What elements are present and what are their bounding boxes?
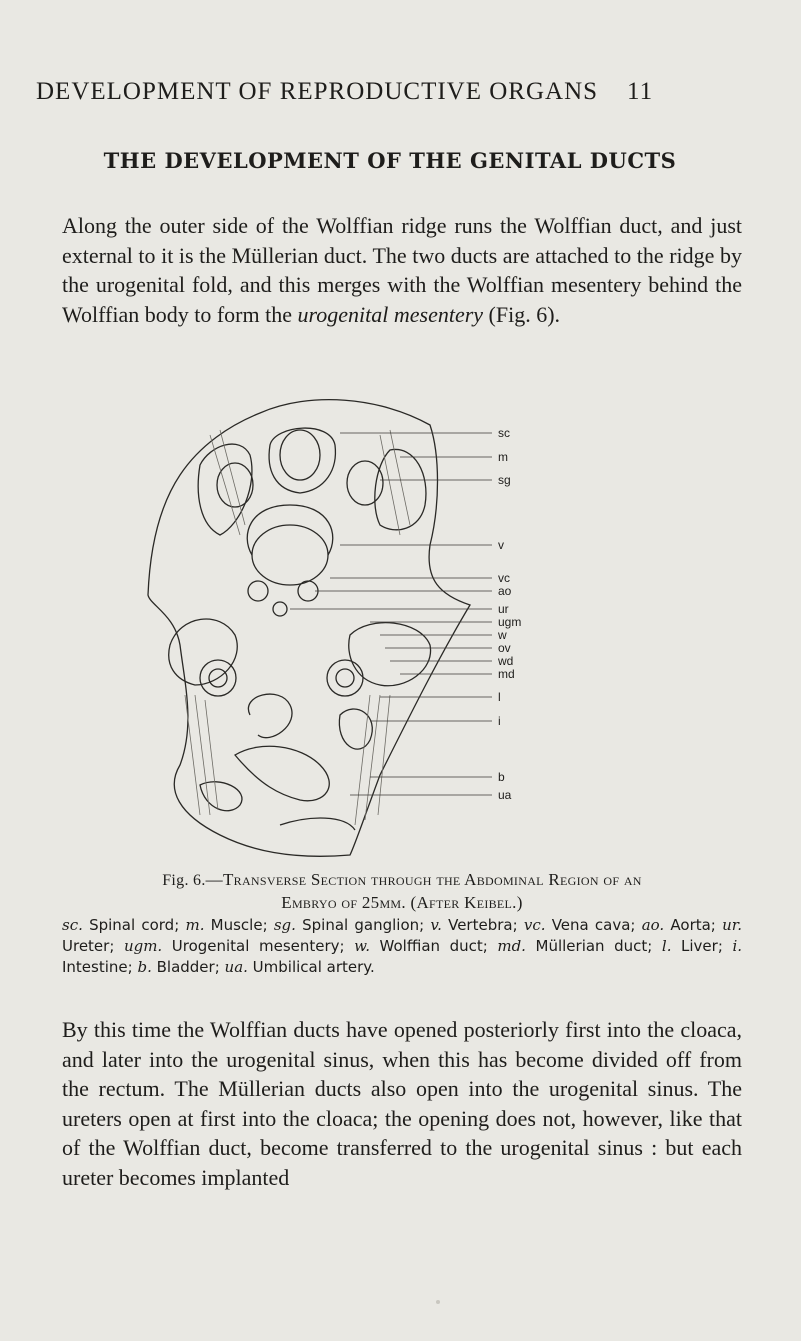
fig-label-md: md [498,667,515,681]
legend-text: Bladder; [151,958,225,976]
paragraph-1-text: Along the outer side of the Wolffian ridge runs the Wolffian duct, and just external to it is the Müllerian duct. The two ducts are attached to the ridge by the urogenital fold, and this merges with the Wolffian mesentery behind the Wolffian body to form the [62,213,742,327]
fig-label-b: b [498,770,505,784]
legend-abbr: ugm. [123,937,163,955]
embryo-section-illustration [140,395,560,865]
legend-abbr: ua. [224,958,248,976]
legend-abbr: md. [497,937,526,955]
fig-label-vc: vc [498,571,510,585]
legend-text: Wolffian duct; [369,937,498,955]
legend-text: Liver; [671,937,733,955]
fig-label-wd: wd [498,654,514,668]
figure-legend [62,915,742,978]
fig-label-ua: ua [498,788,512,802]
paragraph-1-text-end: (Fig. 6). [483,301,561,327]
figure-6-section-drawing [140,395,560,865]
fig-label-ur: ur [498,602,509,616]
fig-label-l: l [498,690,501,704]
fig-label-ugm: ugm [498,615,522,629]
running-head-title: DEVELOPMENT OF REPRODUCTIVE ORGANS [36,78,599,105]
legend-text: Umbilical artery. [247,958,375,976]
legend-abbr: w. [354,937,370,955]
legend-text: Ureter; [62,937,124,955]
fig-label-i: i [498,714,501,728]
figure-caption [62,869,742,914]
legend-abbr: ur. [722,916,743,934]
legend-text: Muscle; [204,916,274,934]
caption-fig-label: Fig. 6. [162,872,206,889]
legend-abbr: sc. [62,916,83,934]
fig-label-sc: sc [498,426,510,440]
legend-text: Vena cava; [545,916,642,934]
legend-text: Urogenital mesentery; [162,937,355,955]
legend-abbr: sg. [273,916,296,934]
page-number: 11 [627,78,654,105]
legend-text: Spinal ganglion; [295,916,431,934]
legend-abbr: ao. [641,916,665,934]
legend-abbr: v. [430,916,442,934]
legend-abbr: l. [661,937,672,955]
fig-label-v: v [498,538,504,552]
legend-text: Aorta; [664,916,723,934]
legend-abbr: vc. [523,916,546,934]
section-heading: THE DEVELOPMENT OF THE GENITAL DUCTS [103,148,677,173]
legend-abbr: b. [137,958,152,976]
caption-line-2: Embryo of 25mm. (After Keibel.) [281,893,523,912]
fig-label-w: w [498,628,507,642]
legend-text: Vertebra; [441,916,524,934]
fig-label-ov: ov [498,641,511,655]
legend-text: Spinal cord; [82,916,186,934]
paragraph-1-emphasis: urogenital mesentery [297,301,484,327]
legend-abbr: i. [732,937,743,955]
legend-text: Intestine; [62,958,138,976]
fig-label-ao: ao [498,584,512,598]
legend-text: Müllerian duct; [525,937,662,955]
legend-abbr: m. [185,916,205,934]
paragraph-1 [62,211,742,329]
caption-line-1: —Transverse Section through the Abdominal Region of an [205,870,642,889]
paper-speck [436,1300,440,1304]
fig-label-m: m [498,450,508,464]
paragraph-2: By this time the Wolffian ducts have opened posteriorly first into the cloaca, and later into the urogenital sinus, when this has become divided off from the rectum. The Müllerian ducts also open into the urogenital sinus. The ureters open at first into the cloaca; the opening does not, however, like that of the Wolffian duct, become transferred to the urogenital sinus : but each ureter becomes implanted [62,1017,742,1190]
fig-label-sg: sg [498,473,511,487]
